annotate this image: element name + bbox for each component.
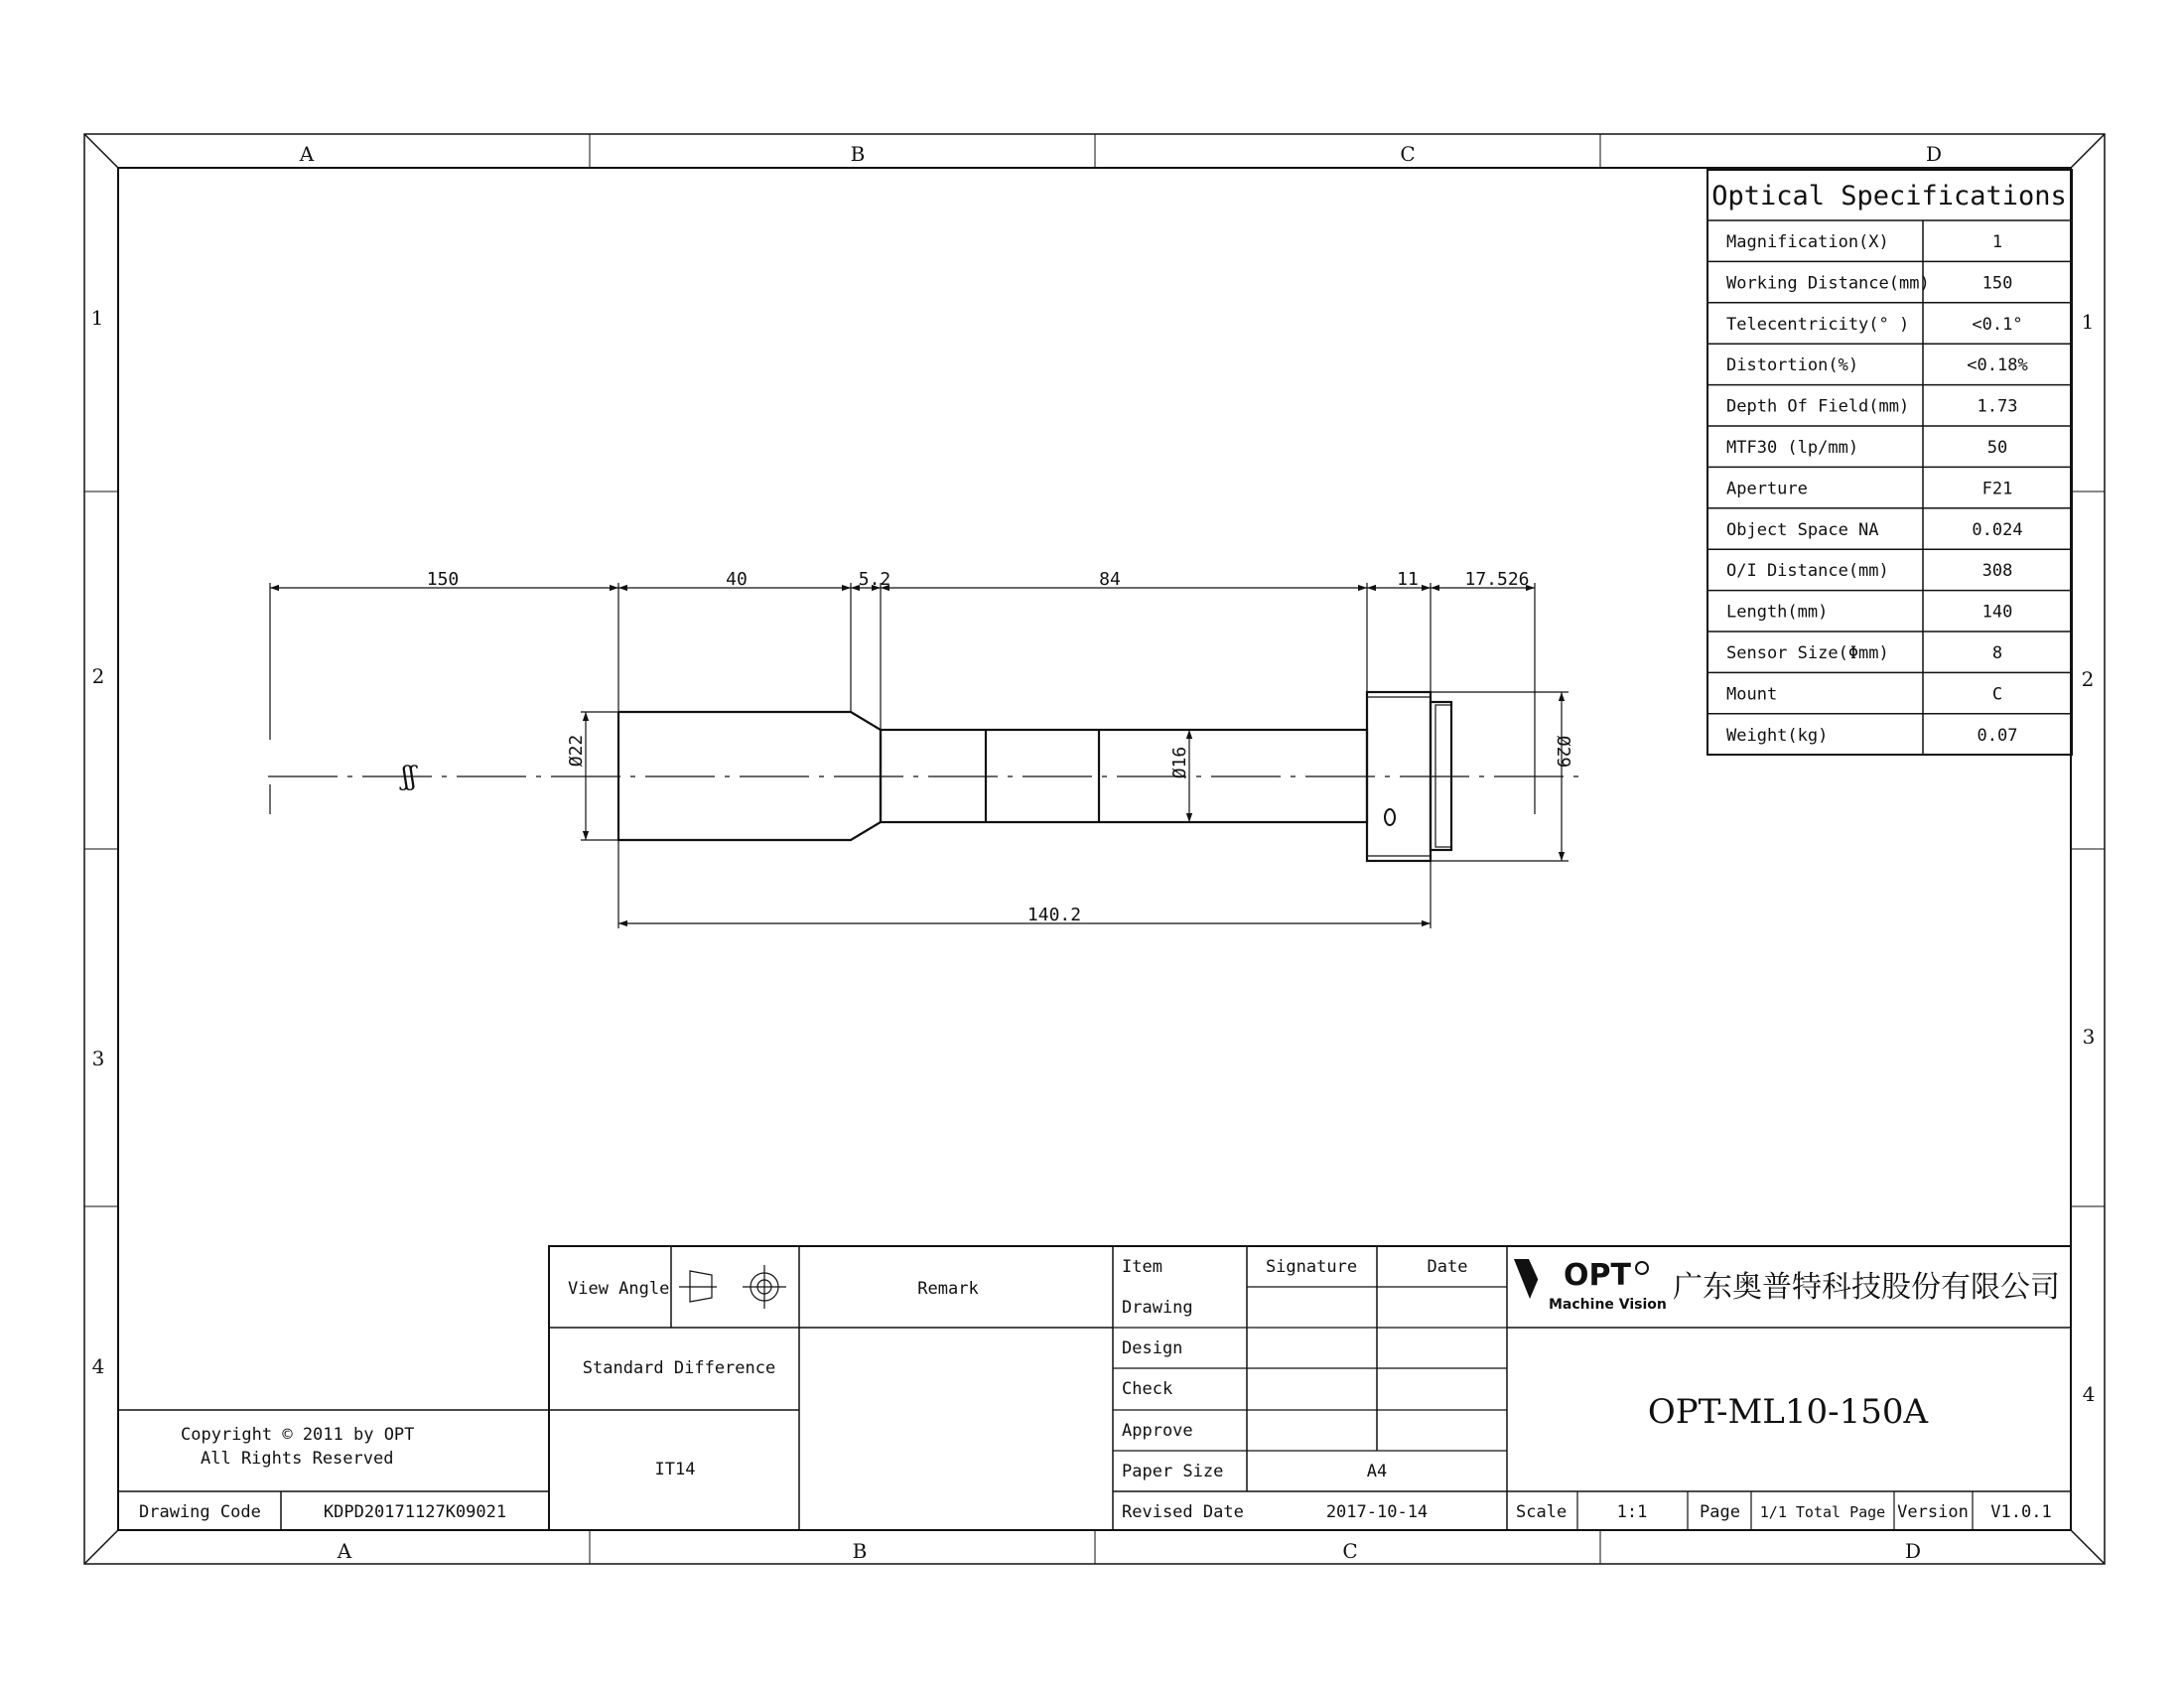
dim-17-526: 17.526 [1464,569,1530,590]
spec-label: O/I Distance(mm) [1726,561,1889,582]
spec-label: Sensor Size(Φmm) [1726,643,1889,663]
spec-label: Length(mm) [1726,602,1829,623]
spec-label: Telecentricity(° ) [1726,314,1910,335]
spec-label: Distortion(%) [1726,355,1859,376]
approve-label: Approve [1122,1421,1193,1441]
spec-row [1726,684,2002,704]
dim-diameter-16: Ø16 [1169,746,1190,779]
signature-label: Signature [1265,1257,1358,1277]
drawing-label: Drawing [1122,1298,1193,1318]
row-label-left-2: 2 [91,664,105,688]
copyright-line-2: All Rights Reserved [201,1449,394,1469]
item-label: Item [1122,1257,1162,1277]
spec-label: Depth Of Field(mm) [1726,396,1910,417]
paper-size-label: Paper Size [1122,1462,1224,1481]
spec-row [1726,232,2002,252]
spec-row [1726,726,2017,746]
spec-label: Object Space NA [1726,519,1879,540]
spec-label: Weight(kg) [1726,725,1829,746]
spec-value: <0.1° [1972,314,2023,335]
spec-row [1726,315,2023,335]
spec-label: Mount [1726,684,1778,705]
col-label-bottom-c: C [1342,1539,1358,1563]
spec-value: C [1991,684,2003,705]
version-value: V1.0.1 [1990,1502,2052,1522]
col-label-top-b: B [850,142,866,166]
dim-150: 150 [426,569,460,590]
opt-logo-subtitle: Machine Vision [1549,1297,1667,1313]
date-label: Date [1427,1257,1468,1277]
spec-row [1726,355,2028,375]
spec-label: MTF30 (lp/mm) [1726,438,1859,458]
dim-diameter-22: Ø22 [566,734,587,768]
page-label: Page [1700,1502,1740,1522]
design-label: Design [1122,1338,1183,1358]
spec-label: Aperture [1726,479,1808,499]
spec-row [1726,438,2007,458]
remark-label: Remark [917,1279,979,1299]
row-label-right-3: 3 [2082,1025,2096,1049]
scale-label: Scale [1516,1502,1568,1522]
spec-value: 0.07 [1977,725,2018,746]
total-page-value: 1/1 Total Page [1759,1503,1886,1521]
spec-row [1726,520,2023,540]
col-label-top-d: D [1925,142,1943,166]
row-label-left-3: 3 [91,1047,105,1070]
spec-value: 140 [1981,602,2013,623]
dim-11: 11 [1397,569,1419,590]
standard-difference-value: IT14 [654,1460,696,1479]
row-label-left-1: 1 [90,306,104,330]
lens-drawing [268,569,1578,928]
dim-84: 84 [1099,569,1121,590]
drawing-frame [84,134,2105,1564]
opt-logo-text: OPT [1564,1258,1631,1293]
col-label-bottom-b: B [852,1539,868,1563]
col-label-top-c: C [1400,142,1416,166]
title-block [118,1246,2071,1530]
standard-difference-label: Standard Difference [582,1358,776,1378]
row-label-right-2: 2 [2081,667,2095,691]
row-label-left-4: 4 [91,1354,105,1378]
dim-140-2: 140.2 [1026,905,1082,925]
spec-label: Working Distance(mm) [1726,273,1930,294]
dim-diameter-29: Ø29 [1553,735,1573,769]
spec-row [1726,397,2017,417]
spec-value: 150 [1981,273,2013,294]
opt-logo [1514,1258,1667,1313]
scale-value: 1:1 [1616,1502,1648,1522]
dim-40: 40 [726,569,748,590]
spec-value: 1 [1991,232,2003,252]
spec-row [1726,561,2012,581]
spec-row [1726,273,2012,293]
spec-value: 1.73 [1977,396,2018,417]
break-mark: ʃʃ [401,762,417,791]
spec-row [1726,643,2002,663]
spec-value: <0.18% [1967,355,2028,376]
col-label-bottom-a: A [337,1539,352,1563]
spec-value: 0.024 [1972,519,2023,540]
spec-value: 50 [1986,438,2008,458]
part-number: OPT-ML10-150A [1647,1392,1929,1432]
check-label: Check [1122,1379,1173,1399]
optical-specs-table [1707,170,2072,755]
first-angle-projection-icon [679,1265,786,1309]
paper-size-value: A4 [1366,1462,1388,1481]
drawing-code-value: KDPD20171127K09021 [323,1502,507,1522]
extension-lines [270,583,1569,928]
revised-date-label: Revised Date [1122,1502,1244,1522]
revised-date-value: 2017-10-14 [1325,1502,1429,1522]
company-name: 广东奥普特科技股份有限公司 [1673,1270,2060,1305]
optical-specs-title: Optical Specifications [1711,181,2067,211]
drawing-code-label: Drawing Code [139,1502,261,1522]
spec-value: 8 [1991,643,2003,663]
row-label-right-4: 4 [2082,1382,2096,1406]
spec-value: 308 [1981,561,2013,582]
version-label: Version [1897,1502,1969,1522]
spec-row [1726,603,2012,623]
col-label-bottom-d: D [1904,1539,1922,1563]
spec-value: F21 [1981,479,2013,499]
dim-5-2: 5.2 [858,569,891,590]
spec-label: Magnification(X) [1726,232,1889,252]
copyright-line-1: Copyright © 2011 by OPT [181,1425,415,1445]
view-angle-label: View Angle [568,1279,670,1299]
row-label-right-1: 1 [2081,310,2095,334]
col-label-top-a: A [299,142,315,166]
spec-row [1726,479,2012,498]
